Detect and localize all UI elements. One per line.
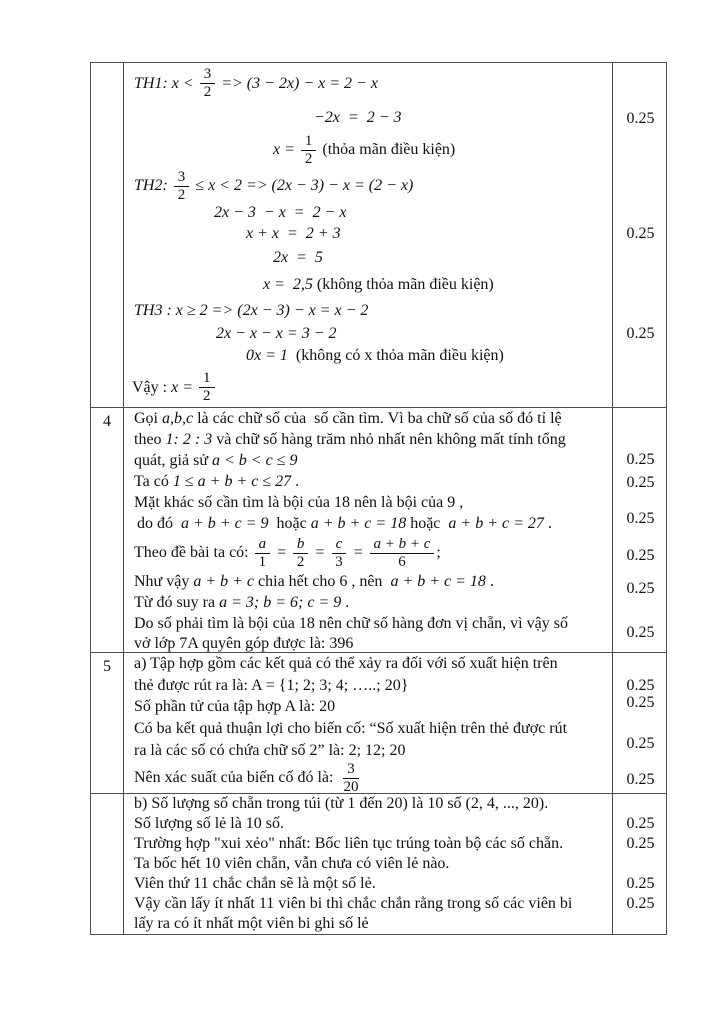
- plain-text: hoặc: [268, 515, 311, 532]
- plain-text: (thỏa mãn điều kiện): [318, 141, 456, 158]
- math-text: 2x − 3 − x = 2 − x: [214, 204, 347, 221]
- question-number-cell: [91, 408, 124, 652]
- table-row: [91, 794, 666, 934]
- content-line: [124, 271, 612, 299]
- content-line: [124, 323, 612, 345]
- plain-text: ;: [436, 544, 441, 561]
- content-line: [124, 814, 612, 834]
- score-value: 0.25: [626, 624, 655, 641]
- fraction-denominator: 6: [398, 553, 406, 570]
- math-text: a,b,c: [162, 409, 194, 427]
- fraction-numerator: 3: [200, 66, 216, 84]
- plain-text: .: [291, 472, 300, 490]
- content-line: [124, 299, 612, 323]
- plain-text: là các chữ số của số cần tìm. Vì ba chữ số của số đó tỉ lệ: [193, 409, 562, 427]
- plain-text: theo: [134, 430, 166, 448]
- content-line: [124, 718, 612, 740]
- fraction-denominator: 2: [203, 84, 212, 100]
- content-line: [124, 104, 612, 131]
- math-text: a = 3; b = 6; c = 9: [219, 593, 342, 611]
- math-text: =: [310, 544, 330, 561]
- table-row: [91, 63, 666, 408]
- plain-text: chia hết cho 6 , nên: [254, 572, 391, 590]
- content-line: [124, 834, 612, 854]
- score-value: 0.25: [626, 835, 655, 852]
- content-line: [124, 245, 612, 271]
- score-value: 0.25: [626, 325, 655, 342]
- math-text: TH3 : x ≥ 2 => (2x − 3) − x = x − 2: [134, 302, 369, 319]
- score-value: 0.25: [626, 474, 655, 491]
- fraction: [370, 536, 435, 571]
- plain-text: ra là các số có chứa chữ số 2” là: 2; 12; 20: [134, 742, 406, 759]
- math-text: x =: [273, 141, 299, 158]
- fraction-denominator: 1: [258, 553, 267, 570]
- fraction: [174, 169, 190, 204]
- score-value: 0.25: [626, 815, 655, 832]
- math-text: −2x = 2 − 3: [314, 108, 402, 126]
- plain-text: Trường hợp "xui xẻo" nhất: Bốc liên tục trúng toàn bộ các số chẵn.: [134, 835, 564, 852]
- plain-text: Viên thứ 11 chắc chắn sẽ là một số lẻ.: [134, 875, 376, 892]
- score-value: 0.25: [626, 677, 655, 694]
- table-row: [91, 408, 666, 653]
- fraction-denominator: 2: [304, 150, 313, 167]
- plain-text: a) Tập hợp gồm các kết quả có thể xảy ra đối với số xuất hiện trên: [134, 655, 558, 672]
- content-line: [124, 169, 612, 203]
- fraction-denominator: 2: [296, 553, 305, 570]
- score-value: 0.25: [626, 580, 655, 597]
- question-number-cell: [91, 794, 124, 934]
- question-number: 4: [103, 413, 111, 430]
- plain-text: Số phần tử của tập hợp A là: 20: [134, 698, 336, 715]
- solution-content-cell: [124, 408, 613, 652]
- content-line: [124, 914, 612, 934]
- content-line: [124, 740, 612, 762]
- math-text: x = 2,5: [263, 276, 317, 293]
- content-line: [124, 696, 612, 718]
- points-cell: [613, 653, 668, 793]
- answer-table: [90, 62, 667, 935]
- math-text: a + b + c = 18: [310, 515, 407, 532]
- plain-text: Vậy :: [132, 378, 172, 396]
- content-line: [124, 492, 612, 513]
- math-text: 2x − x − x = 3 − 2: [216, 325, 337, 342]
- fraction-numerator: a + b + c: [370, 536, 435, 554]
- content-line: [124, 571, 612, 592]
- fraction-numerator: c: [332, 536, 347, 554]
- content-line: [124, 408, 612, 429]
- plain-text: Vậy cần lấy ít nhất 11 viên bi thì chắc chắn rằng trong số các viên bi: [134, 895, 573, 912]
- fraction-denominator: 2: [177, 186, 186, 203]
- points-cell: [613, 794, 668, 934]
- fraction-numerator: 1: [301, 133, 317, 151]
- content-line: [124, 634, 612, 652]
- content-line: [124, 653, 612, 675]
- math-text: 1: 2 : 3: [165, 430, 213, 448]
- content-line: [124, 613, 612, 634]
- score-value: 0.25: [626, 510, 655, 527]
- math-text: 0x = 1: [246, 347, 296, 364]
- plain-text: thẻ được rút ra là: A = {1; 2; 3; 4; …..; 20}: [134, 676, 409, 694]
- fraction-numerator: 3: [174, 169, 190, 187]
- score-value: 0.25: [626, 547, 655, 564]
- fraction-numerator: b: [293, 536, 309, 554]
- math-text: a + b + c: [193, 572, 255, 590]
- plain-text: Như vậy: [134, 572, 194, 590]
- fraction-numerator: 3: [343, 761, 359, 779]
- score-value: 0.25: [626, 110, 655, 127]
- math-text: a + b + c = 27: [448, 515, 544, 532]
- question-number: 5: [103, 658, 111, 675]
- plain-text: và chữ số hàng trăm nhỏ nhất nên không mất tính tổng: [212, 430, 566, 448]
- plain-text: Từ đó suy ra: [134, 593, 220, 611]
- plain-text: .: [543, 515, 552, 532]
- content-line: [124, 535, 612, 571]
- fraction: [301, 133, 317, 168]
- content-line: [124, 874, 612, 894]
- plain-text: Số lượng số lẻ là 10 số.: [134, 815, 285, 832]
- content-line: [124, 471, 612, 492]
- content-line: [124, 63, 612, 104]
- plain-text: .: [341, 593, 350, 611]
- plain-text: quát, giả sử: [134, 451, 212, 469]
- question-number-cell: [91, 653, 124, 793]
- math-text: => (3 − 2x) − x = 2 − x: [217, 74, 378, 92]
- plain-text: Do số phải tìm là bội của 18 nên chữ số hàng đơn vị chẵn, vì vậy số: [134, 614, 568, 632]
- fraction: [339, 761, 362, 793]
- plain-text: Ta bốc hết 10 viên chẵn, vẫn chưa có viên lẻ nào.: [134, 855, 450, 872]
- content-line: [124, 131, 612, 169]
- fraction-denominator: 3: [335, 553, 343, 570]
- plain-text: b) Số lượng số chẵn trong túi (từ 1 đến 20) là 10 số (2, 4, ..., 20).: [134, 795, 549, 812]
- plain-text: hoặc: [406, 515, 449, 532]
- math-text: TH2:: [134, 177, 172, 194]
- math-text: x + x = 2 + 3: [246, 225, 341, 242]
- math-text: a + b + c = 9: [181, 515, 269, 532]
- fraction: [331, 536, 347, 571]
- plain-text: (không thỏa mãn điều kiện): [316, 276, 494, 293]
- fraction: [199, 370, 215, 405]
- score-value: 0.25: [626, 694, 655, 711]
- plain-text: vở lớp 7A quyên góp được là: 396: [134, 634, 354, 652]
- solution-content-cell: [124, 794, 613, 934]
- score-value: 0.25: [626, 771, 655, 788]
- math-text: ≤ x < 2 => (2x − 3) − x = (2 − x): [191, 177, 414, 194]
- content-line: [124, 367, 612, 407]
- math-text: x =: [171, 378, 198, 396]
- content-line: [124, 223, 612, 245]
- solution-content-cell: [124, 653, 613, 793]
- score-value: 0.25: [626, 225, 655, 242]
- score-value: 0.25: [626, 451, 655, 468]
- content-line: [124, 762, 612, 793]
- content-line: [124, 429, 612, 450]
- math-text: =: [348, 544, 368, 561]
- math-text: a + b + c = 18: [390, 572, 486, 590]
- fraction-denominator: 20: [343, 778, 359, 793]
- score-value: 0.25: [626, 875, 655, 892]
- content-line: [124, 854, 612, 874]
- math-text: 1 ≤ a + b + c ≤ 27: [172, 472, 292, 490]
- fraction: [200, 66, 216, 101]
- math-text: TH1: x <: [134, 74, 198, 92]
- plain-text: do đó: [137, 515, 181, 532]
- content-line: [124, 894, 612, 914]
- plain-text: Có ba kết quả thuận lợi cho biến cố: “Số xuất hiện trên thẻ được rút: [134, 720, 568, 737]
- plain-text: Gọi: [134, 409, 162, 427]
- plain-text: (không có x thỏa mãn điều kiện): [295, 347, 504, 364]
- points-cell: [613, 408, 668, 652]
- plain-text: Theo đề bài ta có:: [134, 544, 253, 561]
- math-text: a < b < c ≤ 9: [212, 451, 298, 469]
- math-text: 2x = 5: [273, 249, 323, 266]
- score-value: 0.25: [626, 735, 655, 752]
- math-text: =: [272, 544, 291, 561]
- content-line: [124, 592, 612, 613]
- content-line: [124, 513, 612, 535]
- content-line: [124, 203, 612, 223]
- question-number-cell: [91, 63, 124, 407]
- plain-text: Ta có: [134, 472, 173, 490]
- content-line: [124, 675, 612, 696]
- score-value: 0.25: [626, 895, 655, 912]
- points-cell: [613, 63, 668, 407]
- fraction-numerator: a: [255, 536, 271, 554]
- content-line: [124, 345, 612, 367]
- plain-text: lấy ra có ít nhất một viên bi ghi số lẻ: [134, 915, 369, 932]
- table-row: [91, 653, 666, 794]
- fraction: [255, 536, 271, 571]
- content-line: [124, 450, 612, 471]
- fraction-numerator: 1: [199, 370, 215, 388]
- plain-text: Mặt khác số cần tìm là bội của 18 nên là bội của 9 ,: [134, 493, 464, 511]
- fraction-denominator: 2: [203, 388, 211, 404]
- content-line: [124, 794, 612, 814]
- plain-text: .: [485, 572, 494, 590]
- solution-content-cell: [124, 63, 613, 407]
- plain-text: Nên xác suất của biến cố đó là:: [134, 769, 338, 786]
- fraction: [293, 536, 309, 571]
